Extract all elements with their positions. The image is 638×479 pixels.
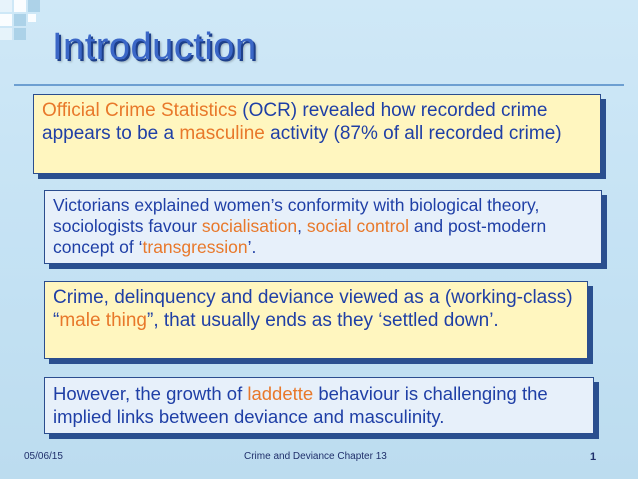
slide-title: Introduction bbox=[52, 26, 257, 68]
male-thing-box bbox=[44, 281, 588, 359]
box4-highlight-laddette: laddette bbox=[247, 383, 314, 404]
box2-highlight-transgression: transgression bbox=[142, 237, 248, 257]
box2-highlight-socialisation: socialisation bbox=[201, 216, 298, 236]
box2-text-1: Victorians explained women’s conformity with biological theory, sociologists favour bbox=[53, 195, 540, 236]
decor-square bbox=[0, 14, 12, 26]
footer-title: Crime and Deviance Chapter 13 bbox=[244, 451, 387, 462]
ocr-statistics-box bbox=[33, 94, 601, 174]
victorians-box bbox=[44, 190, 602, 264]
decor-square bbox=[14, 28, 26, 40]
footer-date: 05/06/15 bbox=[24, 451, 63, 462]
box1-text-4: activity (87% of all recorded crime) bbox=[264, 123, 562, 144]
box3-text-1: Crime, delinquency and deviance viewed as a (working-class) “ bbox=[53, 287, 573, 331]
box1-text-2: (OCR) revealed how recorded crime appears to be a bbox=[42, 100, 548, 144]
box2-highlight-social-control: social control bbox=[306, 216, 410, 236]
decor-square bbox=[14, 14, 26, 26]
decor-square bbox=[14, 0, 26, 12]
box2-text-7: ’. bbox=[247, 237, 257, 257]
box1-text-1: Official Crime Statistics bbox=[42, 100, 243, 121]
decor-square bbox=[28, 0, 40, 12]
box4-text-1: However, the growth of bbox=[53, 383, 248, 404]
slide-number: 1 bbox=[590, 451, 597, 463]
laddette-box bbox=[44, 377, 594, 434]
box4-text-3: behaviour is challenging the implied links between deviance and masculinity. bbox=[53, 383, 548, 427]
decor-square bbox=[28, 14, 36, 22]
decor-square bbox=[0, 28, 12, 40]
box3-text-3: ”, that usually ends as they ‘settled down’. bbox=[147, 310, 499, 331]
box2-text-5: and post-modern concept of ‘ bbox=[53, 216, 547, 257]
box1-highlight-masculine: masculine bbox=[179, 123, 265, 144]
title-divider bbox=[14, 84, 624, 86]
box3-highlight-male-thing: male thing bbox=[59, 310, 147, 331]
box2-text-3: , bbox=[297, 216, 307, 236]
decor-square bbox=[0, 0, 12, 12]
